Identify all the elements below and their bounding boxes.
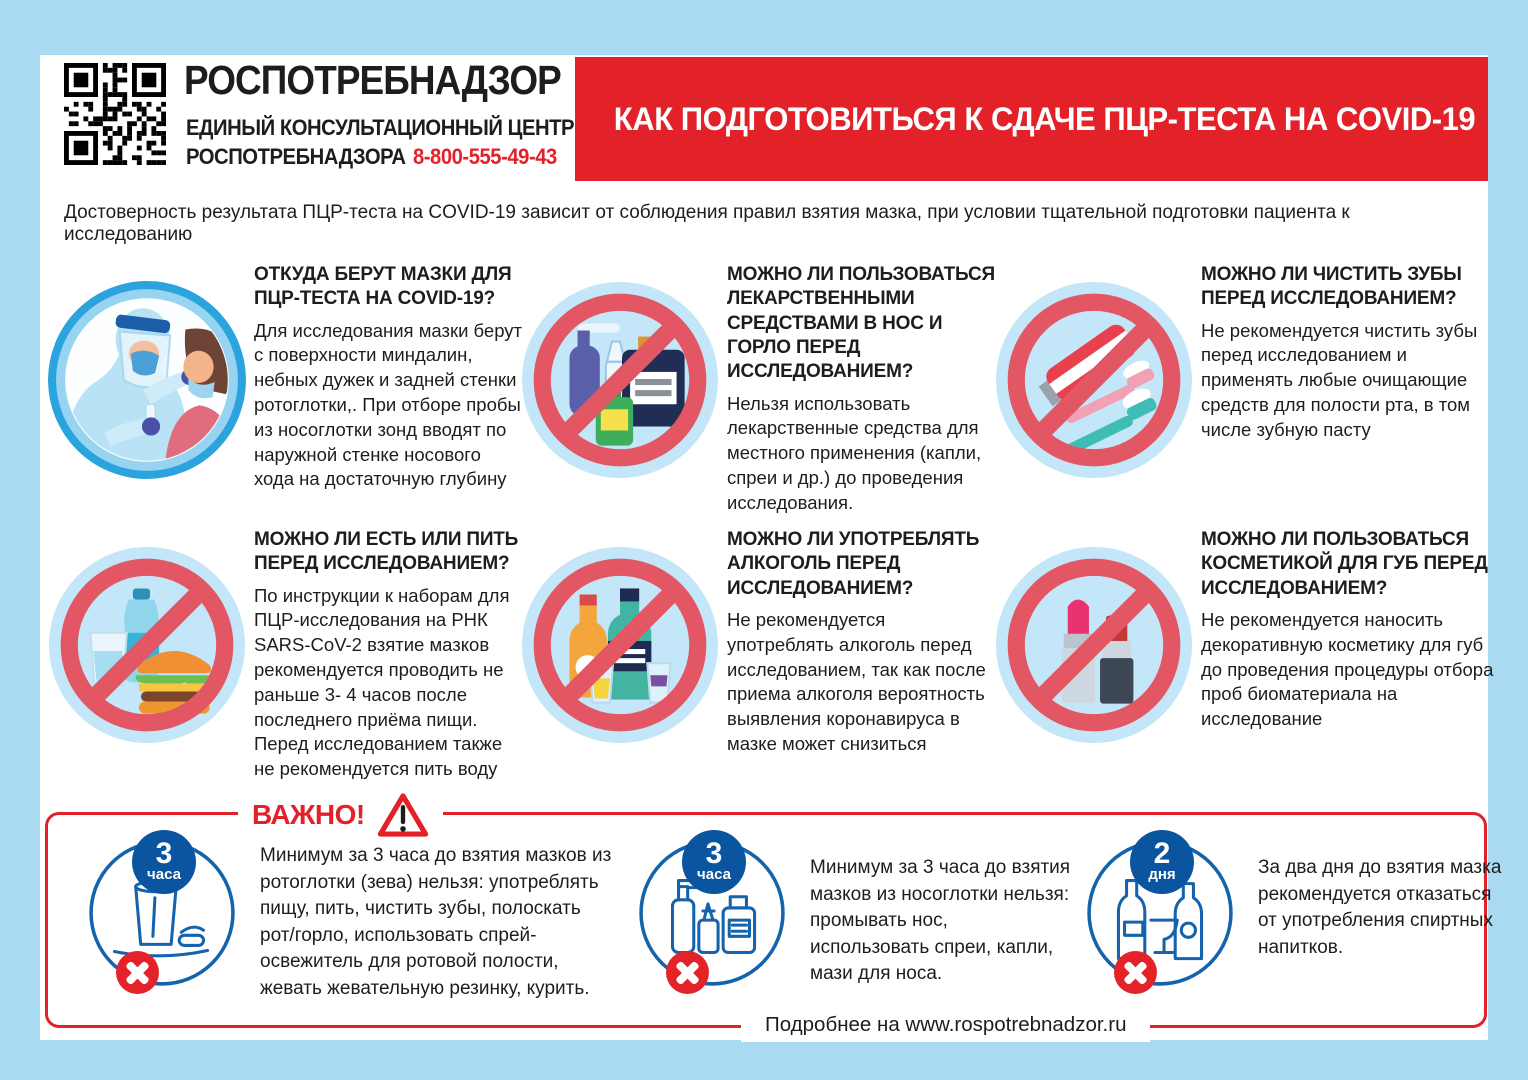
no-food-icon: [46, 544, 248, 746]
faq-text-block: [727, 528, 997, 757]
no-alcohol-bottles-icon: [1084, 837, 1236, 989]
faq-item: [519, 528, 997, 757]
time-badge-unit: часа: [697, 866, 731, 884]
important-item-text: За два дня до взятия мазка рекомендуется отказаться от употребления спиртных напитков.: [1258, 857, 1502, 958]
important-label: [238, 787, 443, 843]
important-box: [45, 799, 1502, 1036]
title-banner: [575, 57, 1488, 181]
faq-text-block: [254, 528, 524, 782]
time-badge-unit: дня: [1148, 866, 1176, 884]
no-lip-cosmetics-icon: [993, 544, 1195, 746]
faq-item: [519, 263, 997, 515]
warning-triangle-icon: [377, 791, 429, 839]
faq-item: [993, 263, 1499, 481]
faq-text-block: [1201, 263, 1499, 443]
prohibition-x-icon: [1114, 951, 1157, 994]
faq-text-block: [727, 263, 997, 515]
no-nasal-sprays-icon: [636, 837, 788, 989]
time-badge-unit: часа: [147, 866, 181, 884]
header-subtitle-line1: ЕДИНЫЙ КОНСУЛЬТАЦИОННЫЙ ЦЕНТР: [186, 115, 575, 140]
time-badge: [132, 830, 196, 894]
important-item: [636, 837, 1072, 989]
faq-body: По инструкции к наборам для ПЦР-исследования на РНК SARS-CoV-2 взятие мазков рекомендуется проводить не раньше 3- 4 часов после последнего приёма пищи. Перед исследованием также не рекомендуется пить воду: [254, 584, 510, 780]
important-item-text: Минимум за 3 часа до взятия мазков из носоглотки нельзя: промывать нос, использовать спреи, капли, мази для носа.: [810, 857, 1071, 985]
hotline-phone-number: 8-800-555-49-43: [412, 144, 557, 169]
faq-body: Не рекомендуется употреблять алкоголь перед исследованием, так как после приема алкоголя вероятность выявления коронавируса в мазке может снизиться: [727, 608, 986, 754]
faq-item: [46, 263, 524, 492]
faq-item: [993, 528, 1499, 746]
time-badge-value: 3: [705, 837, 723, 871]
faq-body: Не рекомендуется чистить зубы перед исследованием и применять любые очищающие средств для полости рта, в том числе зубную пасту: [1201, 319, 1478, 440]
swab-procedure-icon: [46, 279, 248, 481]
important-label-text: ВАЖНО!: [252, 799, 365, 830]
faq-text-block: [254, 263, 524, 492]
faq-title: МОЖНО ЛИ УПОТРЕБЛЯТЬ АЛКОГОЛЬ ПЕРЕД ИССЛЕДОВАНИЕМ?: [727, 529, 980, 599]
time-badge: [1130, 830, 1194, 894]
important-item-text: Минимум за 3 часа до взятия мазков из ротоглотки (зева) нельзя: употреблять пищу, пить, чистить зубы, полоскать рот/горло, использовать спрей-освежитель для ротовой полости, жевать жевательную резинку, курить.: [260, 845, 612, 999]
faq-item: [46, 528, 524, 782]
footer-website-text: Подробнее на www.rospotrebnadzor.ru: [741, 1008, 1150, 1042]
important-item: [86, 837, 612, 1003]
header-subtitle-org: РОСПОТРЕБНАДЗОРА: [186, 144, 406, 169]
important-item: [1084, 837, 1502, 989]
prohibition-x-icon: [666, 951, 709, 994]
qr-code-icon: [64, 63, 166, 165]
no-alcohol-icon: [519, 544, 721, 746]
faq-title: МОЖНО ЛИ ЧИСТИТЬ ЗУБЫ ПЕРЕД ИССЛЕДОВАНИЕМ?: [1201, 264, 1462, 310]
faq-title: МОЖНО ЛИ ЕСТЬ ИЛИ ПИТЬ ПЕРЕД ИССЛЕДОВАНИЕМ?: [254, 529, 519, 575]
no-medicines-icon: [519, 279, 721, 481]
no-glass-and-toothbrush-icon: [86, 837, 238, 989]
faq-body: Для исследования мазки берут с поверхности миндалин, небных дужек и задней стенки ротоглотки,. При отборе пробы из носоглотки зонд вводят по наружной стенке носового хода на достаточную глубину: [254, 319, 523, 490]
time-badge-value: 2: [1153, 837, 1171, 871]
page-title: КАК ПОДГОТОВИТЬСЯ К СДАЧЕ ПЦР-ТЕСТА НА COVID-19: [613, 100, 1476, 137]
prohibition-x-icon: [116, 951, 159, 994]
header-subtitle-line2: [186, 144, 557, 170]
faq-title: ОТКУДА БЕРУТ МАЗКИ ДЛЯ ПЦР-ТЕСТА НА COVID-19?: [254, 264, 512, 310]
content-card: [40, 55, 1502, 1040]
no-toothbrushing-icon: [993, 279, 1195, 481]
intro-text: Достоверность результата ПЦР-теста на COVID-19 зависит от соблюдения правил взятия мазка, при условии тщательной подготовки пациента к исследованию: [64, 202, 1350, 245]
faq-body: Нельзя использовать лекарственные средства для местного применения (капли, спреи и др.) до проведения исследования.: [727, 392, 982, 513]
faq-title: МОЖНО ЛИ ПОЛЬЗОВАТЬСЯ КОСМЕТИКОЙ ДЛЯ ГУБ ПЕРЕД ИССЛЕДОВАНИЕМ?: [1201, 529, 1488, 599]
brand-title: РОСПОТРЕБНАДЗОР: [184, 57, 561, 103]
faq-title: МОЖНО ЛИ ПОЛЬЗОВАТЬСЯ ЛЕКАРСТВЕННЫМИ СРЕДСТВАМИ В НОС И ГОРЛО ПЕРЕД ИССЛЕДОВАНИЕМ?: [727, 264, 995, 383]
time-badge-value: 3: [155, 837, 173, 871]
faq-body: Не рекомендуется наносить декоративную косметику для губ до проведения процедуры отбора проб биоматериала на исследование: [1201, 608, 1494, 730]
time-badge: [682, 830, 746, 894]
faq-text-block: [1201, 528, 1499, 732]
